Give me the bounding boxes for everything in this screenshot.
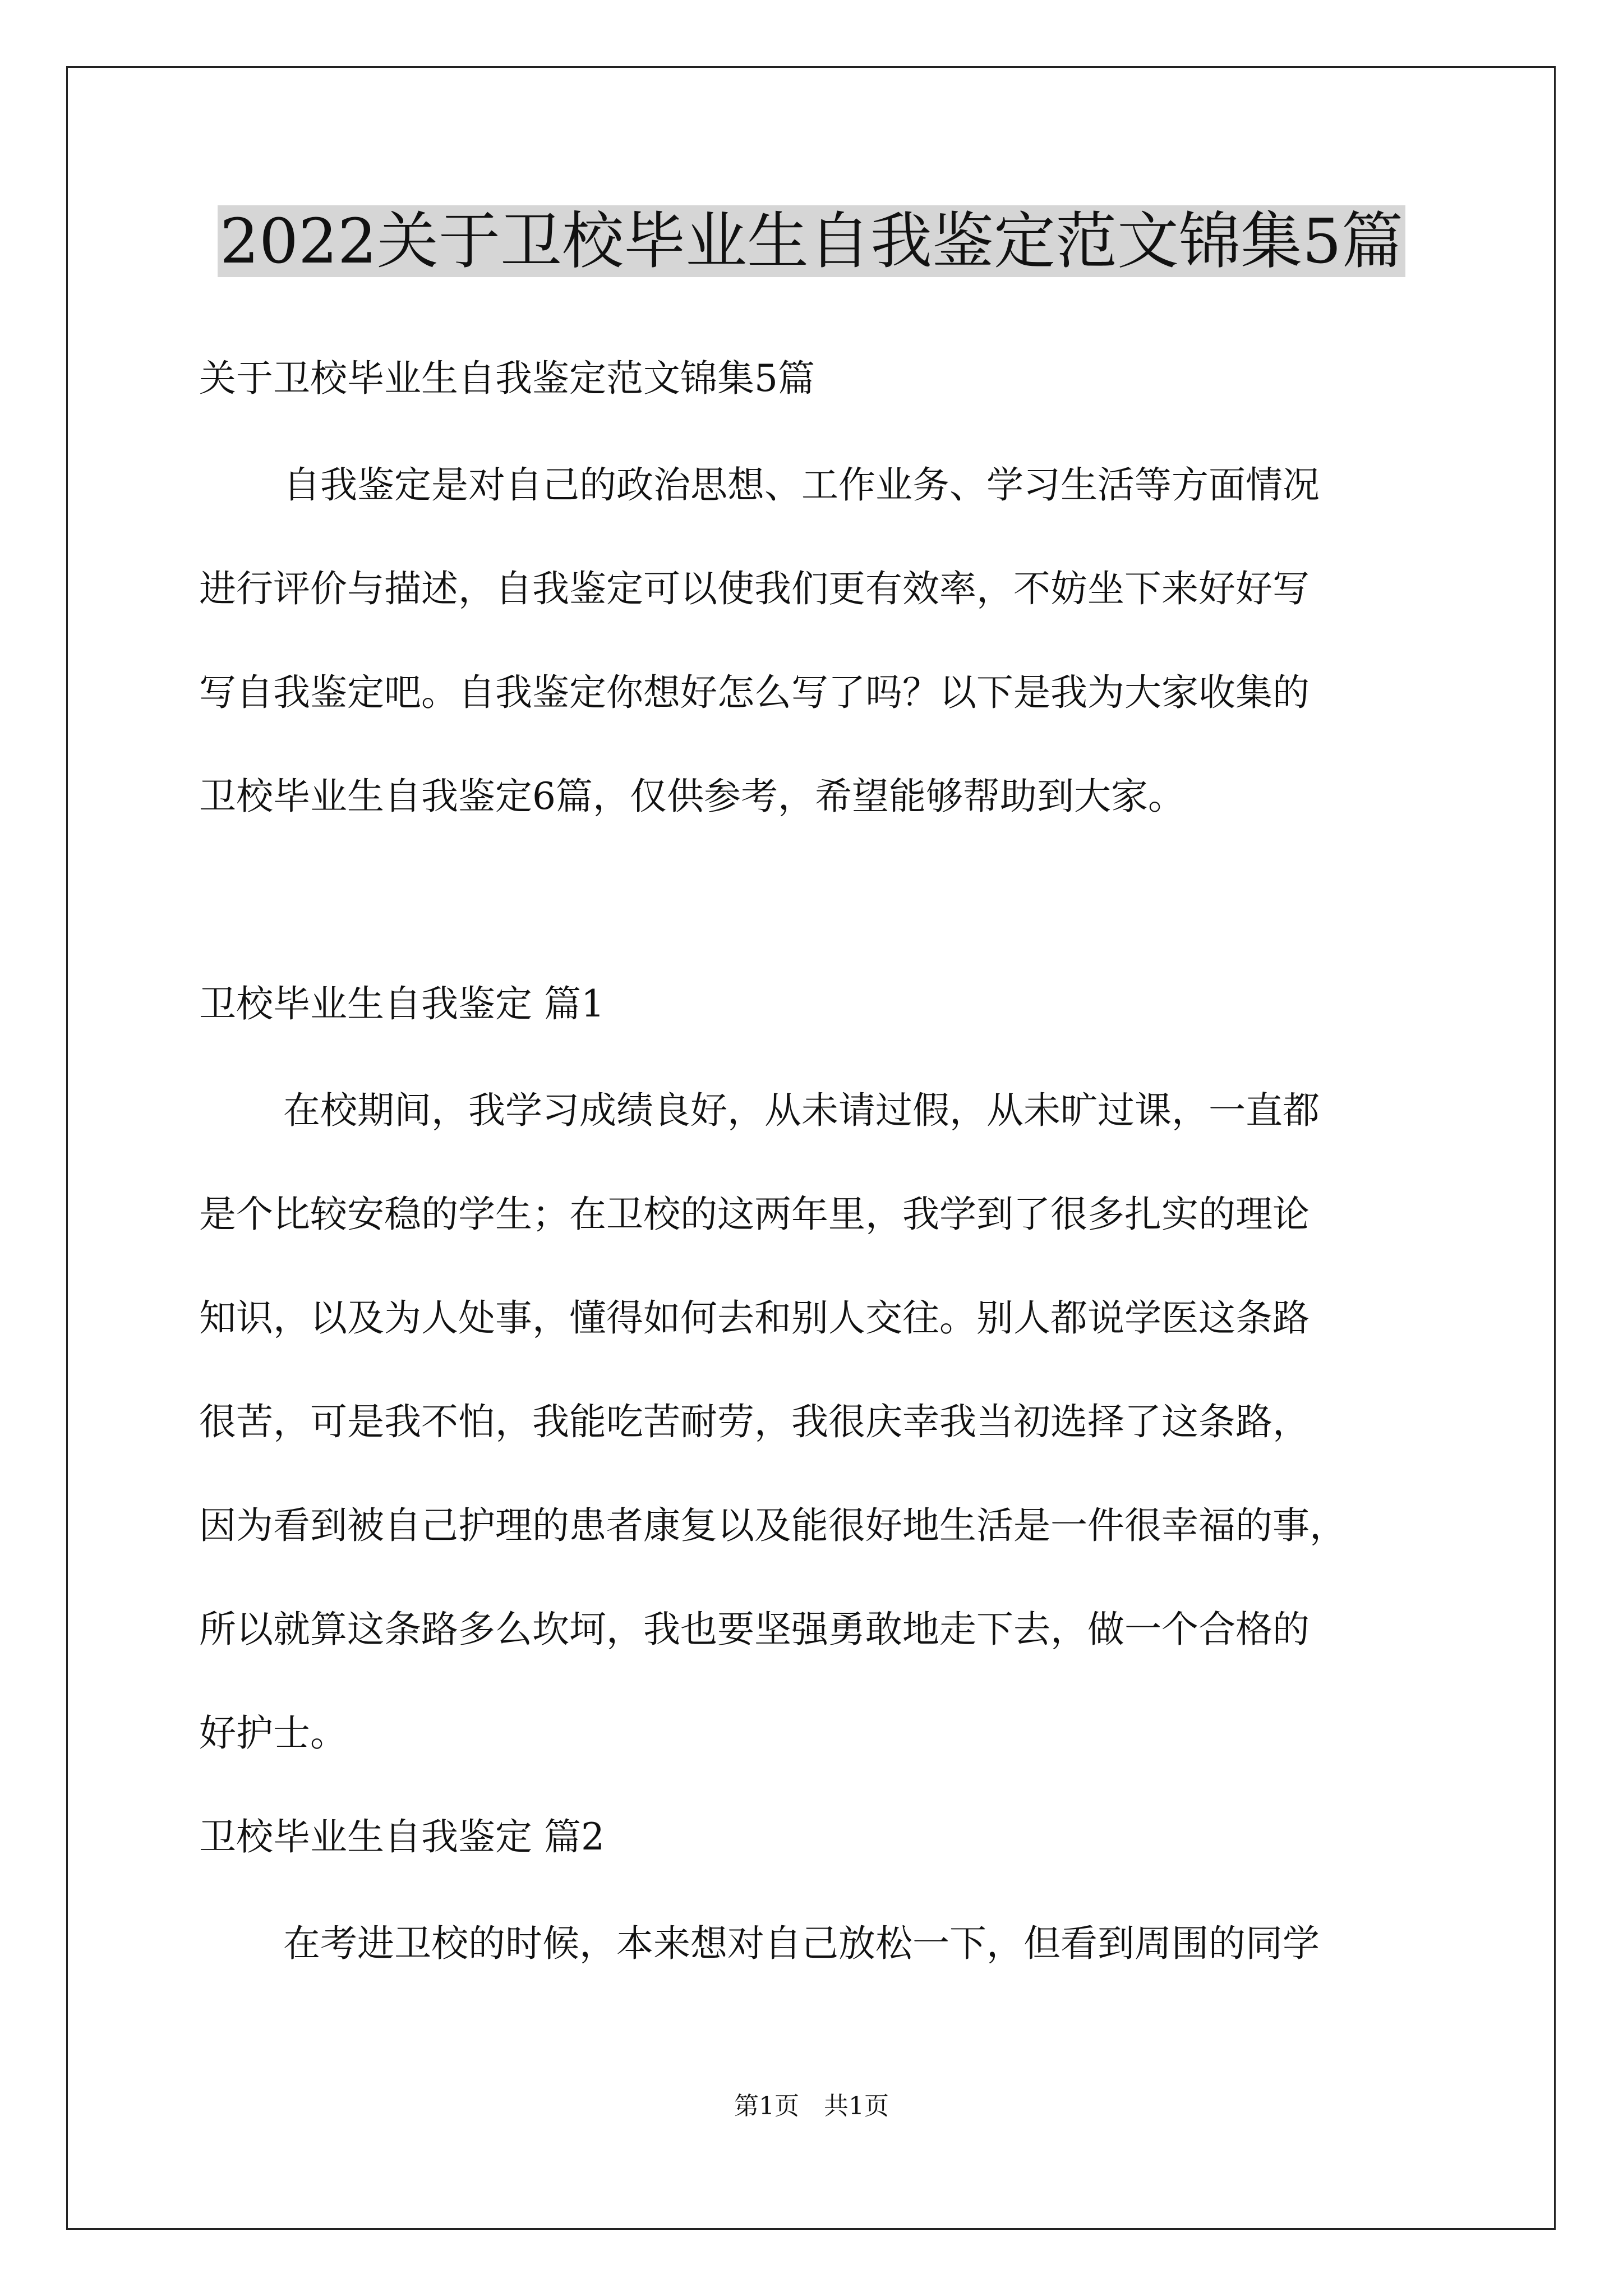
section2-line-1: 在考进卫校的时候，本来想对自己放松一下，但看到周围的同学: [283, 1922, 1320, 1965]
section1-line-3: 知识，以及为人处事，懂得如何去和别人交往。别人都说学医这条路: [199, 1296, 1310, 1340]
section1-line-5: 因为看到被自己护理的患者康复以及能很好地生活是一件很幸福的事，: [199, 1504, 1347, 1547]
section1-line-4: 很苦，可是我不怕，我能吃苦耐劳，我很庆幸我当初选择了这条路，: [199, 1400, 1310, 1443]
section1-line-7: 好护士。: [199, 1711, 347, 1755]
page-footer: 第1页 共1页: [734, 2092, 889, 2120]
section-heading-1: 卫校毕业生自我鉴定 篇1: [199, 982, 605, 1025]
section-heading-2: 卫校毕业生自我鉴定 篇2: [199, 1815, 605, 1858]
document-subtitle: 关于卫校毕业生自我鉴定范文锦集5篇: [199, 357, 815, 400]
section1-line-2: 是个比较安稳的学生；在卫校的这两年里，我学到了很多扎实的理论: [199, 1193, 1310, 1236]
intro-line-4: 卫校毕业生自我鉴定6篇，仅供参考，希望能够帮助到大家。: [199, 775, 1185, 818]
section1-line-6: 所以就算这条路多么坎坷，我也要坚强勇敢地走下去，做一个合格的: [199, 1608, 1310, 1651]
document-title: [0, 199, 1623, 283]
intro-line-1: 自我鉴定是对自己的政治思想、工作业务、学习生活等方面情况: [283, 463, 1320, 507]
section1-line-1: 在校期间，我学习成绩良好，从未请过假，从未旷过课，一直都: [283, 1089, 1320, 1132]
intro-line-2: 进行评价与描述，自我鉴定可以使我们更有效率，不妨坐下来好好写: [199, 567, 1310, 610]
document-title-text: 2022关于卫校毕业生自我鉴定范文锦集5篇: [218, 205, 1405, 277]
intro-line-3: 写自我鉴定吧。自我鉴定你想好怎么写了吗？以下是我为大家收集的: [199, 671, 1310, 714]
